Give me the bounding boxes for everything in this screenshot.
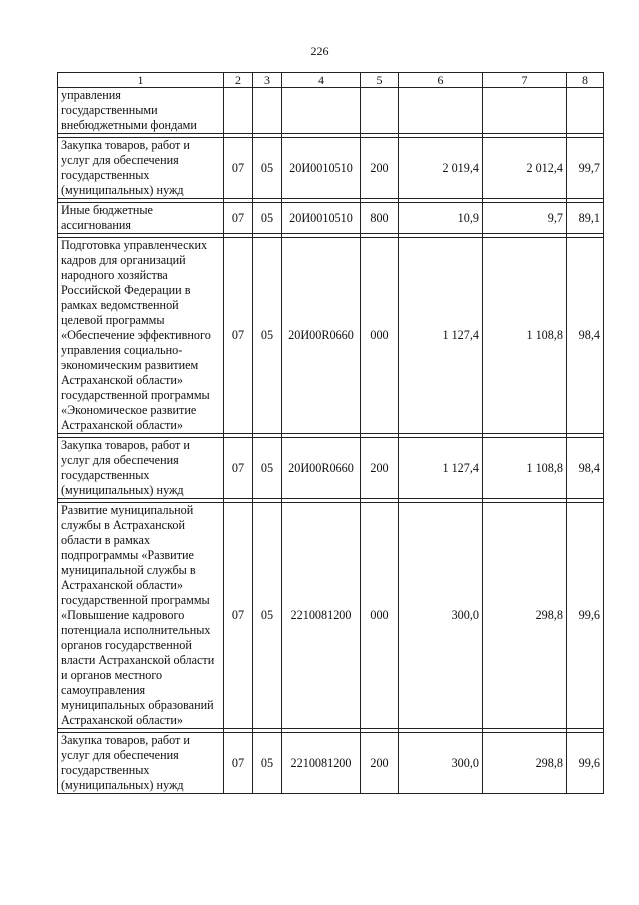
row-planned-cell: 10,9 [399,203,483,234]
row-name-cell: Иные бюджетные ассигнования [58,203,224,234]
row-actual-cell: 1 108,8 [483,238,567,434]
table-row [58,733,604,794]
row-name-cell: Закупка товаров, работ и услуг для обеспечения государственных (муниципальных) нужд [58,733,224,794]
row-percent-cell: 89,1 [567,203,604,234]
table-row [58,503,604,729]
row-type-cell: 200 [361,438,399,499]
row-actual-cell: 2 012,4 [483,138,567,199]
row-target-cell [282,88,361,134]
row-subsection-cell: 05 [253,138,282,199]
table-row [58,88,604,134]
row-section-cell: 07 [224,238,253,434]
row-type-cell [361,88,399,134]
table-row [58,438,604,499]
header-cell-8: 8 [567,73,604,88]
row-name-cell: Подготовка управленческих кадров для организаций народного хозяйства Российской Федерации в рамках ведомственной целевой программы «Обеспечение эффективного управления социально-экономическим развитием Астраханской области» государственной программы «Экономическое развитие Астраханской области» [58,238,224,434]
row-actual-cell: 1 108,8 [483,438,567,499]
row-target-cell: 20И0010510 [282,203,361,234]
row-percent-cell: 98,4 [567,238,604,434]
row-subsection-cell: 05 [253,203,282,234]
row-planned-cell: 300,0 [399,503,483,729]
row-actual-cell: 298,8 [483,733,567,794]
row-target-cell: 2210081200 [282,503,361,729]
header-row [58,73,604,88]
budget-table [57,72,604,794]
row-planned-cell [399,88,483,134]
row-percent-cell [567,88,604,134]
row-planned-cell: 300,0 [399,733,483,794]
row-subsection-cell: 05 [253,733,282,794]
row-name-cell: Закупка товаров, работ и услуг для обеспечения государственных (муниципальных) нужд [58,138,224,199]
header-cell-1: 1 [58,73,224,88]
row-planned-cell: 2 019,4 [399,138,483,199]
row-subsection-cell: 05 [253,438,282,499]
row-target-cell: 2210081200 [282,733,361,794]
row-percent-cell: 99,6 [567,503,604,729]
row-target-cell: 20И00R0660 [282,238,361,434]
table-row [58,238,604,434]
row-type-cell: 200 [361,733,399,794]
row-subsection-cell: 05 [253,238,282,434]
header-cell-6: 6 [399,73,483,88]
row-actual-cell [483,88,567,134]
row-section-cell: 07 [224,203,253,234]
row-type-cell: 000 [361,238,399,434]
row-subsection-cell [253,88,282,134]
row-planned-cell: 1 127,4 [399,438,483,499]
row-target-cell: 20И0010510 [282,138,361,199]
row-section-cell: 07 [224,438,253,499]
row-name-cell: Закупка товаров, работ и услуг для обеспечения государственных (муниципальных) нужд [58,438,224,499]
row-type-cell: 200 [361,138,399,199]
row-section-cell: 07 [224,733,253,794]
header-cell-5: 5 [361,73,399,88]
header-cell-4: 4 [282,73,361,88]
row-actual-cell: 298,8 [483,503,567,729]
row-subsection-cell: 05 [253,503,282,729]
row-section-cell: 07 [224,138,253,199]
header-cell-2: 2 [224,73,253,88]
row-section-cell [224,88,253,134]
row-section-cell: 07 [224,503,253,729]
row-target-cell: 20И00R0660 [282,438,361,499]
row-type-cell: 800 [361,203,399,234]
row-name-cell: управления государственными внебюджетными фондами [58,88,224,134]
row-type-cell: 000 [361,503,399,729]
header-cell-7: 7 [483,73,567,88]
row-percent-cell: 99,6 [567,733,604,794]
table-row [58,203,604,234]
header-cell-3: 3 [253,73,282,88]
row-actual-cell: 9,7 [483,203,567,234]
page-number: 226 [310,44,329,58]
table-row [58,138,604,199]
row-percent-cell: 98,4 [567,438,604,499]
row-percent-cell: 99,7 [567,138,604,199]
row-name-cell: Развитие муниципальной службы в Астраханской области в рамках подпрограммы «Развитие муниципальной службы в Астраханской области» государственной программы «Повышение кадрового потенциала исполнительных органов государственной власти Астраханской области и органов местного самоуправления муниципальных образований Астраханской области» [58,503,224,729]
row-planned-cell: 1 127,4 [399,238,483,434]
